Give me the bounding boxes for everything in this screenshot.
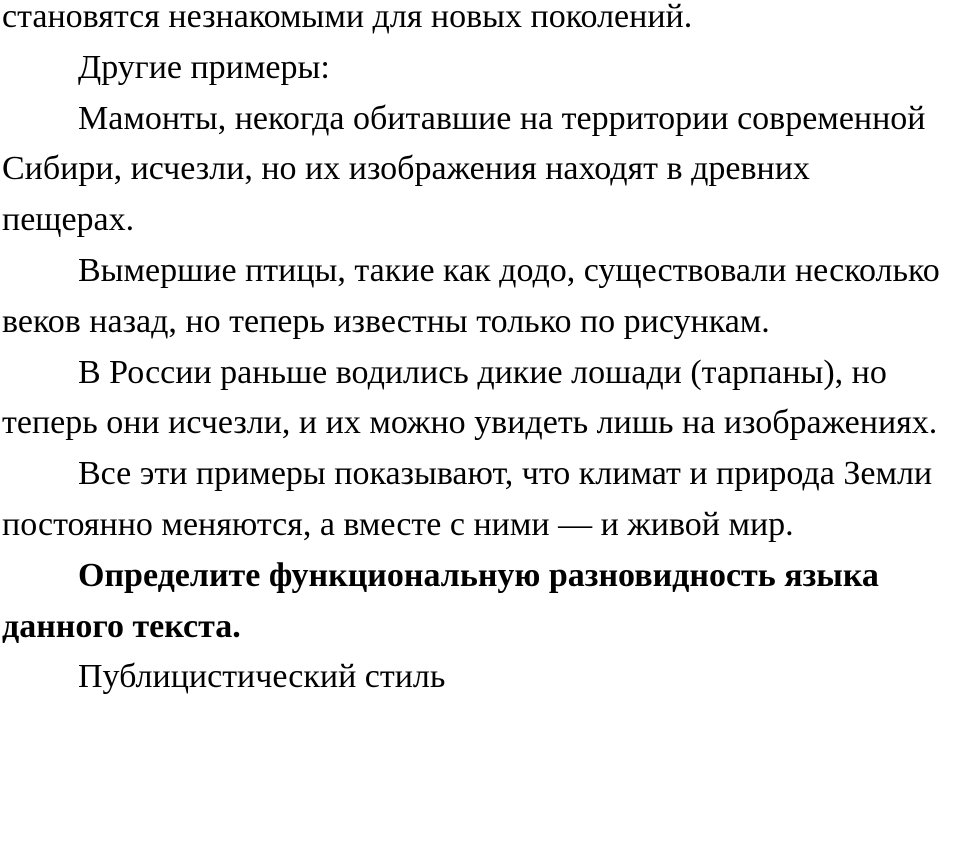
- paragraph-examples-intro: Другие примеры:: [78, 48, 330, 86]
- paragraph-tarpans: В России раньше водились дикие лошади (тарпаны), но теперь они исчезли, и их можно увидеть лишь на изображениях.: [2, 353, 938, 442]
- paragraph-continuation: становятся незнакомыми для новых поколений.: [2, 0, 693, 35]
- task-question: Определите функциональную разновидность языка данного текста.: [2, 556, 879, 645]
- task-answer: Публицистический стиль: [78, 658, 446, 696]
- paragraph-conclusion: Все эти примеры показывают, что климат и природа Земли постоянно меняются, а вместе с ними — и живой мир.: [2, 455, 933, 543]
- paragraph-dodo: Вымершие птицы, такие как додо, существовали несколько веков назад, но теперь известны только по рисункам.: [2, 251, 940, 340]
- paragraph-mammoths: Мамонты, некогда обитавшие на территории современной Сибири, исчезли, но их изображения находят в древних пещерах.: [2, 99, 926, 239]
